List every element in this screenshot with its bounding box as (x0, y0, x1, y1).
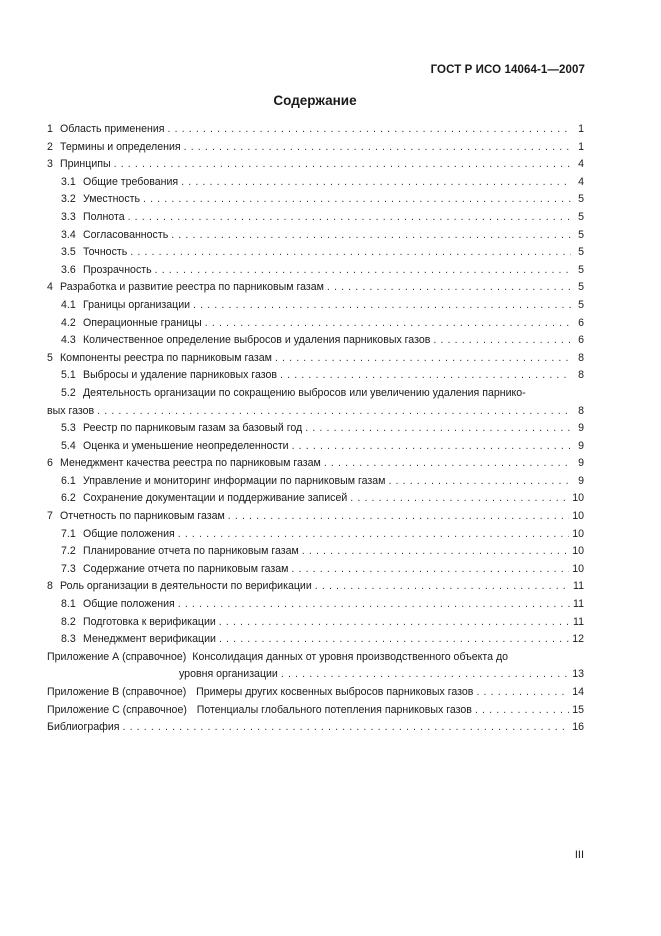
toc-entry-title: Термины и определения (60, 140, 181, 153)
toc-entry[interactable] (47, 455, 584, 473)
toc-entry[interactable] (47, 490, 584, 508)
dot-leader (193, 297, 571, 315)
toc-entry-page: 4 (578, 158, 584, 171)
dot-leader (475, 702, 569, 720)
toc-entry[interactable] (47, 473, 584, 491)
toc-entry-page: 5 (578, 193, 584, 206)
dot-leader (219, 614, 570, 632)
dot-leader (128, 209, 571, 227)
toc-entry-page: 5 (578, 281, 584, 294)
dot-leader (171, 227, 571, 245)
toc-entry-number: 5.1 (61, 369, 76, 382)
toc-entry-number: 6.2 (61, 492, 76, 505)
toc-entry-page: 1 (578, 123, 584, 135)
table-of-contents (47, 121, 584, 737)
toc-entry-title: Операционные границы (83, 316, 202, 329)
toc-entry-title: Полнота (83, 210, 125, 223)
toc-entry-title: Планирование отчета по парниковым газам (83, 545, 299, 558)
toc-entry-title-continuation: уровня организации (47, 666, 281, 684)
toc-entry-number: Приложение С (справочное) (47, 703, 187, 716)
toc-entry-title: Разработка и развитие реестра по парниковым газам (60, 281, 324, 294)
toc-entry-number: Приложение В (справочное) (47, 686, 187, 698)
dot-leader (275, 350, 571, 368)
toc-entry-number: 4 (47, 281, 53, 294)
toc-entry-title: Принципы (60, 158, 111, 171)
dot-leader (327, 279, 571, 297)
toc-entry[interactable] (47, 526, 584, 544)
toc-entry[interactable] (47, 139, 584, 157)
toc-entry[interactable] (47, 385, 584, 420)
toc-entry-page: 11 (573, 615, 584, 628)
dot-leader (228, 508, 569, 526)
toc-entry-page: 5 (578, 210, 584, 223)
toc-entry-title: Менеджмент качества реестра по парниковым газам (60, 457, 321, 470)
dot-leader (350, 490, 569, 508)
toc-entry-title: Компоненты реестра по парниковым газам (60, 351, 272, 364)
dot-leader (178, 596, 570, 614)
toc-entry-number: 8 (47, 580, 53, 593)
toc-entry-title: Согласованность (83, 228, 169, 241)
toc-entry-page: 10 (572, 562, 584, 575)
toc-entry[interactable] (47, 719, 584, 737)
dot-leader (97, 403, 571, 421)
dot-leader (205, 315, 571, 333)
toc-entry-title: Прозрачность (83, 263, 152, 276)
dot-leader (315, 578, 570, 596)
dot-leader (114, 156, 571, 174)
dot-leader (130, 244, 571, 262)
toc-entry-page: 16 (572, 721, 584, 734)
toc-entry[interactable] (47, 350, 584, 368)
toc-entry-page: 8 (578, 351, 584, 364)
toc-entry-number: 3.6 (61, 263, 76, 276)
toc-entry-title: Точность (83, 246, 128, 259)
toc-entry-page: 9 (578, 457, 584, 470)
toc-entry[interactable] (47, 631, 584, 649)
toc-entry[interactable] (47, 279, 584, 297)
toc-entry-number: 4.2 (61, 316, 76, 329)
toc-entry[interactable] (47, 262, 584, 280)
toc-entry-title: Общие требования (83, 175, 179, 188)
toc-entry-number: 7 (47, 510, 53, 523)
dot-leader (178, 526, 569, 544)
toc-entry-title: Деятельность организации по сокращению выбросов или увеличению удаления парнико- (83, 386, 526, 399)
toc-entry-number: 3.2 (61, 193, 76, 206)
toc-entry-title: Границы организации (83, 298, 191, 311)
toc-entry[interactable] (47, 332, 584, 350)
toc-entry-number: 6.1 (61, 474, 76, 487)
toc-entry-number: 6 (47, 457, 53, 470)
toc-entry-number: Приложение А (справочное) (47, 650, 187, 663)
toc-entry-page: 10 (572, 492, 584, 505)
toc-entry-number: 8.2 (61, 615, 76, 628)
dot-leader (388, 473, 571, 491)
toc-entry-page: 9 (578, 474, 584, 487)
toc-entry-title: Содержание отчета по парниковым газам (83, 562, 289, 575)
toc-entry-number: 3 (47, 158, 53, 171)
dot-leader (184, 139, 571, 157)
toc-entry[interactable] (47, 508, 584, 526)
toc-entry-page: 13 (572, 668, 584, 681)
toc-entry-title: Общие положения (83, 598, 175, 611)
toc-entry[interactable] (47, 191, 584, 209)
toc-entry-number: 2 (47, 140, 53, 153)
toc-entry-page: 11 (573, 580, 584, 593)
dot-leader (476, 684, 569, 702)
dot-leader (291, 561, 569, 579)
toc-entry[interactable] (47, 543, 584, 561)
toc-entry-page: 4 (578, 175, 584, 188)
toc-entry-title-continuation: вых газов (47, 403, 97, 421)
toc-entry-title: Уместность (83, 193, 140, 206)
toc-entry[interactable] (47, 438, 584, 456)
toc-entry-number: 3.4 (61, 228, 76, 241)
toc-entry-number: 5.3 (61, 422, 76, 435)
toc-entry-page: 6 (578, 316, 584, 329)
toc-entry-title: Подготовка к верификации (83, 615, 216, 628)
toc-entry[interactable] (47, 420, 584, 438)
dot-leader (302, 543, 569, 561)
toc-entry-page: 8 (578, 404, 584, 417)
toc-entry-title: Отчетность по парниковым газам (60, 510, 225, 523)
dot-leader (292, 438, 571, 456)
toc-entry-page: 14 (572, 686, 584, 698)
toc-entry-page: 5 (578, 298, 584, 311)
toc-entry-title: Общие положения (83, 527, 175, 540)
toc-entry-number: 5.4 (61, 439, 76, 452)
toc-entry-title: Выбросы и удаление парниковых газов (83, 369, 278, 382)
dot-leader (219, 631, 569, 649)
toc-entry-page: 15 (572, 703, 584, 716)
toc-entry-title: Роль организации в деятельности по верификации (60, 580, 312, 593)
toc-entry-number: 8.1 (61, 598, 76, 611)
dot-leader (122, 719, 569, 737)
toc-entry-number: 1 (47, 123, 53, 135)
toc-entry-page: 11 (573, 598, 584, 611)
toc-entry[interactable] (47, 227, 584, 245)
toc-entry-page: 5 (578, 246, 584, 259)
toc-entry-page: 1 (578, 140, 584, 153)
toc-entry-number: 4.3 (61, 334, 76, 347)
toc-entry-number: 7.1 (61, 527, 76, 540)
toc-entry-page: 9 (578, 439, 584, 452)
page-title: Содержание (273, 93, 357, 108)
toc-entry[interactable] (47, 649, 584, 684)
toc-entry-page: 10 (572, 510, 584, 523)
toc-entry-page: 5 (578, 228, 584, 241)
toc-entry[interactable] (47, 702, 584, 720)
dot-leader (324, 455, 571, 473)
toc-entry-number: 7.3 (61, 562, 76, 575)
page-number: III (574, 849, 584, 861)
toc-entry-page: 9 (578, 422, 584, 435)
toc-entry-title: Количественное определение выбросов и удаления парниковых газов (83, 334, 431, 347)
toc-entry-title: Оценка и уменьшение неопределенности (83, 439, 289, 452)
dot-leader (143, 191, 571, 209)
toc-entry-number: 3.3 (61, 210, 76, 223)
toc-entry[interactable] (47, 578, 584, 596)
dot-leader (280, 367, 571, 385)
toc-entry[interactable] (47, 614, 584, 632)
document-code: ГОСТ Р ИСО 14064-1—2007 (430, 64, 585, 76)
toc-entry[interactable] (47, 156, 584, 174)
toc-entry[interactable] (47, 174, 584, 192)
dot-leader (305, 420, 571, 438)
dot-leader (281, 666, 569, 684)
toc-entry-number: 5.2 (61, 386, 76, 399)
toc-entry-title: Менеджмент верификации (83, 633, 216, 646)
toc-entry-title: Примеры других косвенных выбросов парниковых газов (196, 686, 474, 698)
toc-entry-title: Реестр по парниковым газам за базовый год (83, 422, 303, 435)
toc-entry-number: 8.3 (61, 633, 76, 646)
toc-entry-page: 12 (572, 633, 584, 646)
toc-entry-title: Область применения (60, 123, 165, 135)
toc-entry-number: 3.1 (61, 175, 76, 188)
toc-entry-page: 8 (578, 369, 584, 382)
toc-entry[interactable] (47, 244, 584, 262)
toc-entry[interactable] (47, 684, 584, 702)
toc-entry-title: Управление и мониторинг информации по парниковым газам (83, 474, 386, 487)
toc-entry-title: Библиография (47, 721, 120, 734)
toc-entry-page: 6 (578, 334, 584, 347)
dot-leader (433, 332, 571, 350)
toc-entry-number: 4.1 (61, 298, 76, 311)
toc-entry-number: 5 (47, 351, 53, 364)
toc-entry-number: 7.2 (61, 545, 76, 558)
toc-entry[interactable] (47, 315, 584, 333)
dot-leader (181, 174, 571, 192)
dot-leader (167, 121, 571, 139)
toc-entry-title: Потенциалы глобального потепления парниковых газов (196, 703, 472, 716)
toc-entry[interactable] (47, 209, 584, 227)
toc-entry[interactable] (47, 121, 584, 139)
toc-entry-title: Сохранение документации и поддерживание записей (83, 492, 348, 505)
toc-entry[interactable] (47, 561, 584, 579)
toc-entry-title: Консолидация данных от уровня производственного объекта до (192, 650, 509, 663)
toc-entry[interactable] (47, 367, 584, 385)
toc-entry[interactable] (47, 297, 584, 315)
toc-entry-page: 10 (572, 527, 584, 540)
toc-entry[interactable] (47, 596, 584, 614)
dot-leader (155, 262, 571, 280)
toc-entry-page: 5 (578, 263, 584, 276)
toc-entry-number: 3.5 (61, 246, 76, 259)
toc-entry-page: 10 (572, 545, 584, 558)
